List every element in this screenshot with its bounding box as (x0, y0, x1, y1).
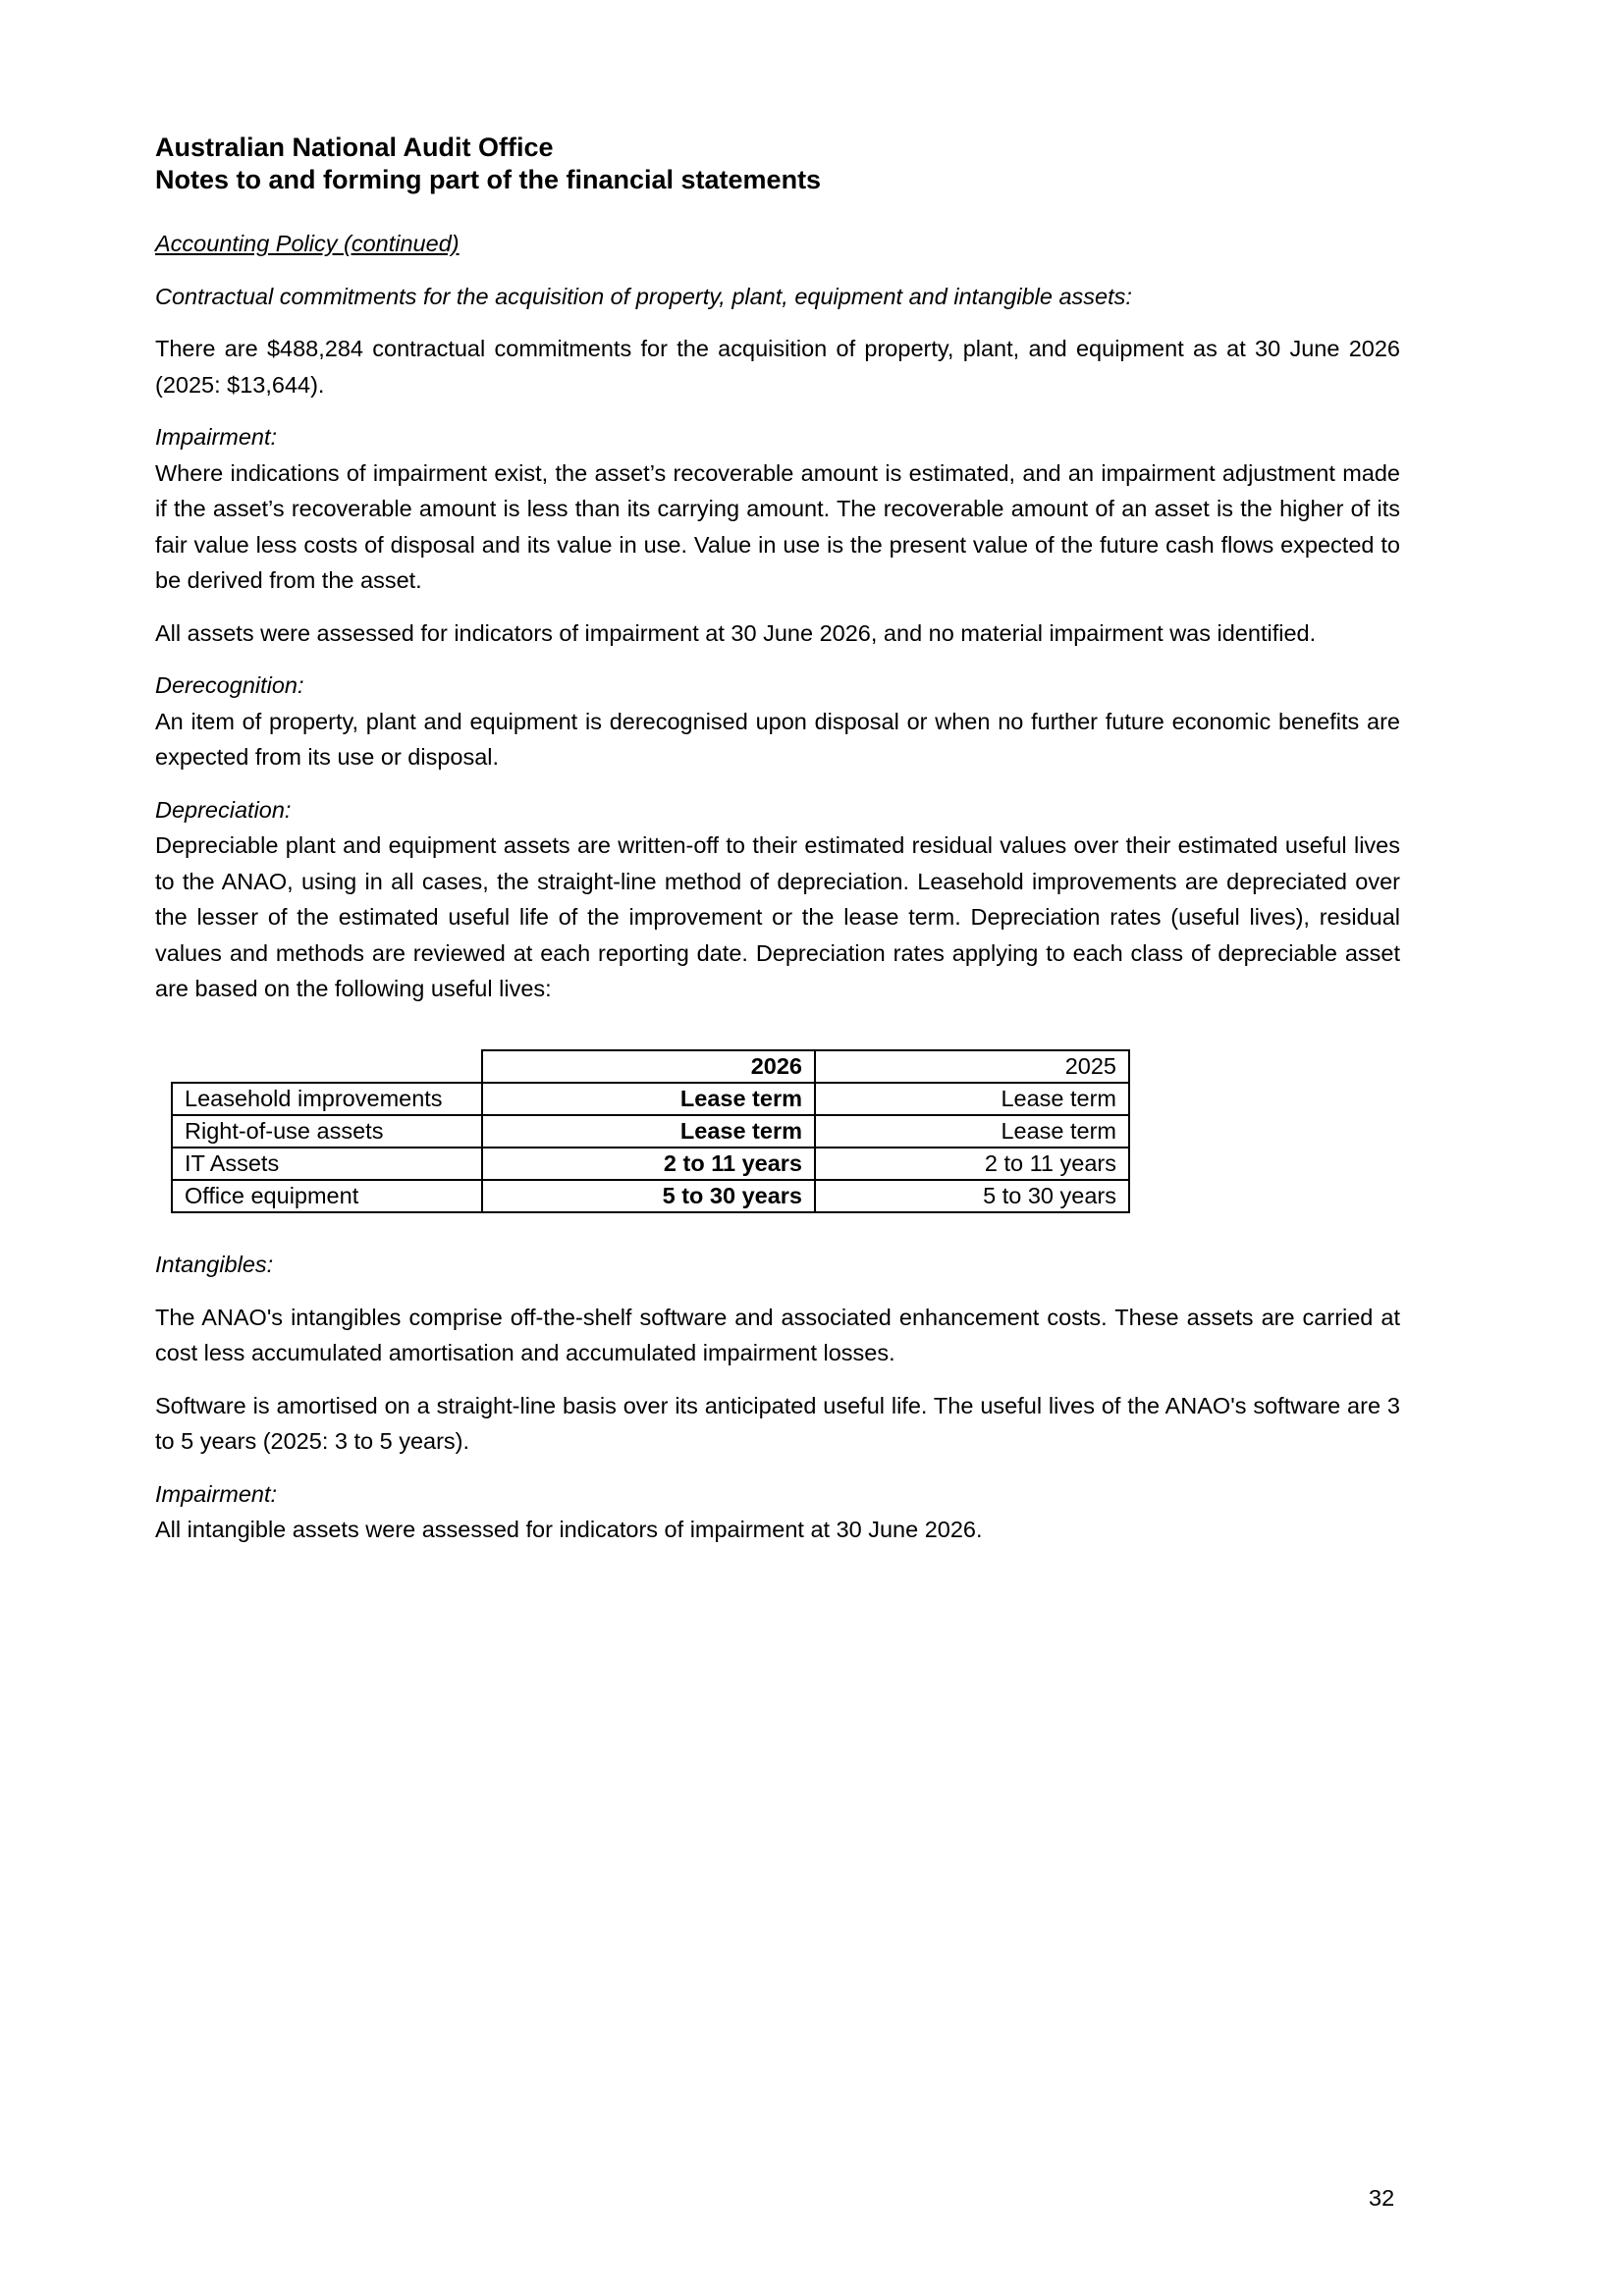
row-label: Leasehold improvements (172, 1083, 482, 1115)
organisation-title: Australian National Audit Office (155, 133, 554, 162)
table-row (172, 1115, 1129, 1148)
depreciation-text: Depreciable plant and equipment assets are written-off to their estimated residual values over their estimated useful lives to the ANAO, using in all cases, the straight-line method of depreciation. Leasehold improvements are depreciated over the lesser of the estimated useful life of the improvement or the lease term. Depreciation rates (useful lives), residual values and methods are reviewed at each reporting date. Depreciation rates applying to each class of depreciable asset are based on the following useful lives: (155, 832, 1400, 1001)
lower-content (155, 1247, 1400, 1548)
column-header-2025: 2025 (815, 1050, 1129, 1083)
intangibles-impairment-text: All intangible assets were assessed for indicators of impairment at 30 June 2026. (155, 1517, 983, 1542)
intangibles-text-2: Software is amortised on a straight-line basis over its anticipated useful life. The useful lives of the ANAO's software are 3 to 5 years (2025: 3 to 5 years). (155, 1392, 1400, 1454)
value-2026: 5 to 30 years (482, 1180, 815, 1212)
value-2025: Lease term (815, 1115, 1129, 1148)
row-label: Office equipment (172, 1180, 482, 1212)
value-2025: 2 to 11 years (815, 1148, 1129, 1180)
impairment-text: Where indications of impairment exist, the asset’s recoverable amount is estimated, and an impairment adjustment made if the asset’s recoverable amount is less than its carrying amount. The recoverable amount of an asset is the higher of its fair value less costs of disposal and its value in use. Value in use is the present value of the future cash flows expected to be derived from the asset. (155, 459, 1400, 593)
derecognition-text: An item of property, plant and equipment is derecognised upon disposal or when no further future economic benefits are expected from its use or disposal. (155, 708, 1400, 770)
derecognition-heading: Derecognition: (155, 672, 304, 698)
table-row (172, 1180, 1129, 1212)
upper-content (155, 226, 1400, 1007)
document-subtitle: Notes to and forming part of the financial statements (155, 165, 822, 194)
depreciation-heading: Depreciation: (155, 796, 292, 823)
value-2026: 2 to 11 years (482, 1148, 815, 1180)
value-2025: Lease term (815, 1083, 1129, 1115)
useful-lives-table-wrap (171, 1049, 1130, 1213)
table-row (172, 1148, 1129, 1180)
useful-lives-table (171, 1049, 1130, 1213)
page-number: 32 (1369, 2185, 1395, 2211)
column-header-2026: 2026 (482, 1050, 815, 1083)
intangibles-heading: Intangibles: (155, 1252, 274, 1277)
impairment-assessment: All assets were assessed for indicators of impairment at 30 June 2026, and no material impairment was identified. (155, 619, 1317, 646)
impairment-heading: Impairment: (155, 424, 278, 450)
table-row (172, 1083, 1129, 1115)
row-label: Right-of-use assets (172, 1115, 482, 1148)
section-heading: Accounting Policy (continued) (155, 231, 460, 256)
intangibles-text-1: The ANAO's intangibles comprise off-the-shelf software and associated enhancement costs. These assets are carried at cost less accumulated amortisation and accumulated impairment losses. (155, 1304, 1400, 1365)
table-header-row (172, 1050, 1129, 1083)
commitments-text: There are $488,284 contractual commitments for the acquisition of property, plant, and equipment as at 30 June 2026 (2025: $13,644). (155, 336, 1400, 398)
value-2025: 5 to 30 years (815, 1180, 1129, 1212)
value-2026: Lease term (482, 1083, 815, 1115)
table-corner-cell (172, 1050, 482, 1083)
row-label: IT Assets (172, 1148, 482, 1180)
document-header (155, 132, 1400, 196)
intangibles-impairment-heading: Impairment: (155, 1480, 278, 1507)
commitments-heading: Contractual commitments for the acquisition of property, plant, equipment and intangible assets: (155, 283, 1132, 309)
value-2026: Lease term (482, 1115, 815, 1148)
